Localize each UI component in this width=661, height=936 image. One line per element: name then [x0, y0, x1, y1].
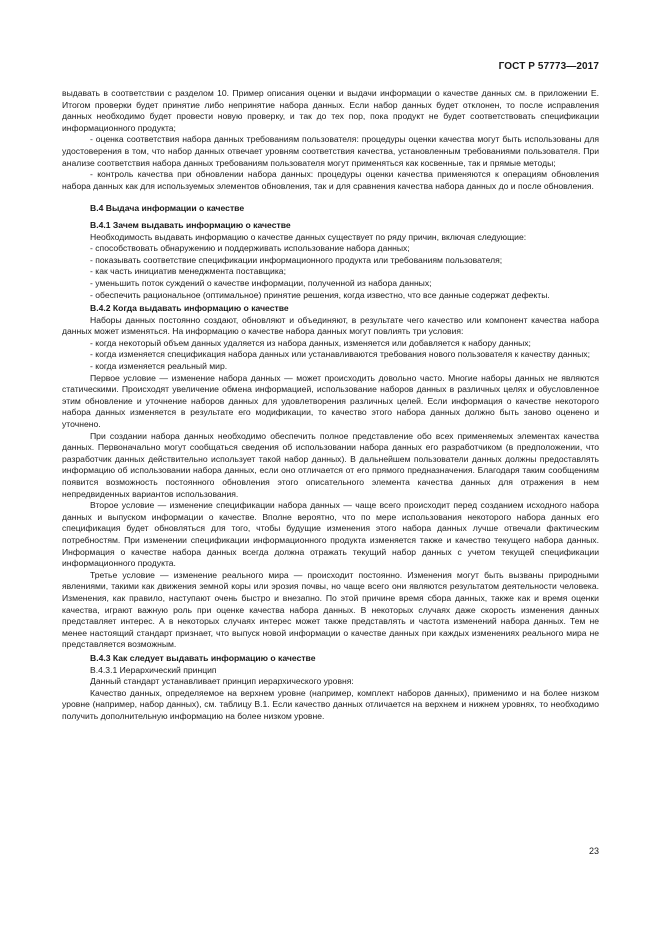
- section-heading: В.4 Выдача информации о качестве: [90, 203, 245, 214]
- paragraph: Данный стандарт устанавливает принцип иерархического уровня:: [90, 676, 354, 687]
- paragraph: В.4.3.1 Иерархический принцип: [90, 664, 217, 675]
- paragraph: Наборы данных постоянно создают, обновляют и объединяют, в результате чего качество или компонент качества набора данных может изменяться. На информацию о качестве набора данных могут повлиять три условия:: [62, 314, 599, 337]
- list-item: - оценка соответствия набора данных требованиям пользователя: процедуры оценки качества могут быть использованы для удостоверения в том, что набор данных отвечает уровням соответствия качества, установленным требованиями пользователя. При анализе соответствия набора данных требованиям пользователя могут применяться как косвенные, так и прямые методы;: [62, 134, 599, 168]
- page-number: 23: [588, 846, 599, 856]
- list-item: - как часть инициатив менеджмента поставщика;: [90, 266, 286, 277]
- list-item: - когда изменяется спецификация набора данных или устанавливаются требования нового пользователя к качеству данных;: [90, 349, 590, 360]
- section-heading: В.4.1 Зачем выдавать информацию о качестве: [90, 219, 291, 230]
- paragraph: При создании набора данных необходимо обеспечить полное представление обо всех применяемых элементах качества данных. Первоначально могут сообщаться сведения об использовании набора данных его разработчиком (в предположении, что разработчик данных действительно использует такой набор данных). В дальнейшем пользователи данных должны предоставлять информацию об использовании набора данных, если оно отличается от его прямого предназначения. Благодаря таким сообщениям появится возможность постоянного обновления этого описательного элемента качества данных для отражения в нем непредвиденных вариантов использования.: [62, 430, 599, 499]
- list-item: - контроль качества при обновлении набора данных: процедуры оценки качества применяются к операциям обновления набора данных как для используемых элементов обновления, так и для сравнения качества набора данных до и после обновления.: [62, 169, 599, 191]
- list-item: - показывать соответствие спецификации информационного продукта или требованиям пользователя;: [90, 254, 503, 265]
- document-body: [62, 88, 599, 722]
- list-item: - уменьшить поток суждений о качестве информации, полученной из набора данных;: [90, 277, 432, 288]
- paragraph: Необходимость выдавать информацию о качестве данных существует по ряду причин, включая следующие:: [90, 231, 527, 242]
- section-heading: В.4.3 Как следует выдавать информацию о качестве: [90, 652, 316, 663]
- paragraph: выдавать в соответствии с разделом 10. Пример описания оценки и выдачи информации о качестве данных см. в приложении Е. Итогом проверки будет принятие либо непринятие набора данных. Если набор данных будет отклонен, то после исправления данных необходимо будет провести новую проверку, и так до тех пор, пока продукт не будет соответствовать спецификации информационного продукта;: [62, 88, 599, 133]
- paragraph: Первое условие — изменение набора данных — может происходить довольно часто. Многие наборы данных не являются статическими. Происходят увеличение обмена информацией, использование наборов данных в различных целях и обусловленное этим обновление и уточнение наборов данных для удовлетворения различных целей. Если информация о качестве некоторого набора данных изменяется в результате его модификации, то качество этого набора данных должно быть заново оценено и уточнено.: [62, 372, 599, 430]
- section-heading: В.4.2 Когда выдавать информацию о качестве: [90, 303, 289, 314]
- paragraph: Качество данных, определяемое на верхнем уровне (например, комплект наборов данных), применимо и на более низком уровне (например, набор данных), см. таблицу В.1. Если качество данных отличается на верхнем и нижнем уровнях, то необходимо получить дополнительную информацию на более низком уровне.: [62, 687, 599, 721]
- list-item: - когда изменяется реальный мир.: [90, 361, 228, 372]
- document-header: ГОСТ Р 57773—2017: [498, 61, 599, 72]
- list-item: - обеспечить рациональное (оптимальное) принятие решения, когда известно, что все данные содержат дефекты.: [90, 289, 550, 300]
- paragraph: Второе условие — изменение спецификации набора данных — чаще всего происходит перед созданием исходного набора данных и выпуском информации о качестве. Вполне вероятно, что по мере использования некоторого набора данных его спецификация будет обновляться для того, чтобы будущие изменения этого набора данных лучше отвечали фактическим потребностям. При изменении спецификации информационного продукта изменяется также и качество текущего набора данных. Информация о качестве набора данных всегда должна отражать текущий набор данных с учетом текущей спецификации информационного продукта.: [62, 500, 599, 569]
- list-item: - когда некоторый объем данных удаляется из набора данных, изменяется или добавляется к набору данных;: [90, 337, 531, 348]
- list-item: - способствовать обнаружению и поддерживать использование набора данных;: [90, 243, 410, 254]
- section-gap: [62, 192, 599, 198]
- paragraph: Третье условие — изменение реального мира — происходит постоянно. Изменения могут быть вызваны природными явлениями, такими как движения земной коры или эрозия почвы, но чаще всего они являются результатом деятельности человека. Изменения, как правило, наступают очень быстро и внезапно. По этой причине время сбора данных, также как и время оценки качества, играют важную роль при оценке качества набора данных. В некоторых случаях даже скорость изменения данных представляет интерес. А в некоторых случаях интерес может также представлять и частота изменений набора данных. Тем не менее настоящий стандарт признает, что выпуск новой информации о качестве данных при каждых изменениях реального мира не представляется возможным.: [62, 569, 599, 650]
